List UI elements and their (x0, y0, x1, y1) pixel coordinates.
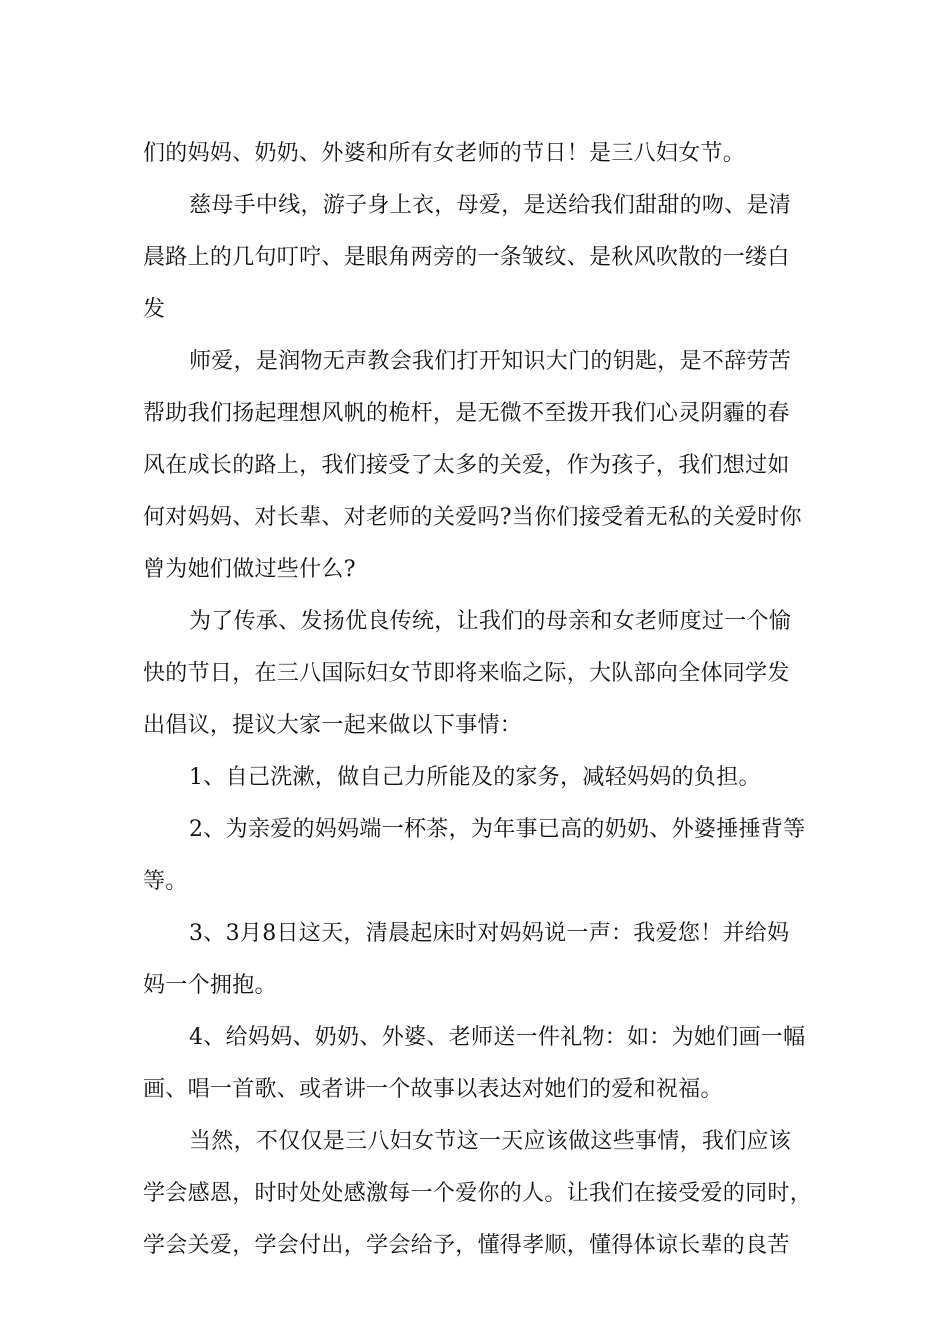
text-line: 学会感恩，时时处处感激每一个爱你的人。让我们在接受爱的同时， (143, 1181, 813, 1206)
list-item-4: 4、给妈妈、奶奶、外婆、老师送一件礼物：如：为她们画一幅 (189, 1025, 806, 1050)
paragraph-start-line: 当然，不仅仅是三八妇女节这一天应该做这些事情，我们应该 (189, 1129, 792, 1154)
text-line: 曾为她们做过些什么? (143, 557, 356, 582)
text-line: 学会关爱，学会付出，学会给予，懂得孝顺，懂得体谅长辈的良苦 (143, 1233, 790, 1258)
text-line: 们的妈妈、奶奶、外婆和所有女老师的节日！是三八妇女节。 (143, 141, 746, 166)
text-line: 等。 (143, 869, 188, 894)
paragraph-start-line: 为了传承、发扬优良传统，让我们的母亲和女老师度过一个愉 (189, 609, 792, 634)
text-line: 晨路上的几句叮咛、是眼角两旁的一条皱纹、是秋风吹散的一缕白 (143, 245, 790, 270)
document-body (143, 128, 811, 1272)
text-line: 妈一个拥抱。 (143, 973, 277, 998)
text-line: 画、唱一首歌、或者讲一个故事以表达对她们的爱和祝福。 (143, 1077, 723, 1102)
list-item-2: 2、为亲爱的妈妈端一杯茶，为年事已高的奶奶、外婆捶捶背等 (189, 817, 806, 842)
text-line: 风在成长的路上，我们接受了太多的关爱，作为孩子，我们想过如 (143, 453, 790, 478)
list-item-3: 3、3月8日这天，清晨起床时对妈妈说一声：我爱您！并给妈 (189, 921, 790, 946)
paragraph-start-line: 师爱，是润物无声教会我们打开知识大门的钥匙，是不辞劳苦 (189, 349, 792, 374)
text-line: 出倡议，提议大家一起来做以下事情： (143, 713, 523, 738)
text-line: 快的节日，在三八国际妇女节即将来临之际，大队部向全体同学发 (143, 661, 790, 686)
text-line: 帮助我们扬起理想风帆的桅杆，是无微不至拨开我们心灵阴霾的春 (143, 401, 790, 426)
text-line: 何对妈妈、对长辈、对老师的关爱吗?当你们接受着无私的关爱时你 (143, 505, 802, 530)
list-item-1: 1、自己洗漱，做自己力所能及的家务，减轻妈妈的负担。 (189, 765, 761, 790)
text-line: 发 (143, 297, 166, 322)
paragraph-start-line: 慈母手中线，游子身上衣，母爱，是送给我们甜甜的吻、是清 (189, 193, 792, 218)
